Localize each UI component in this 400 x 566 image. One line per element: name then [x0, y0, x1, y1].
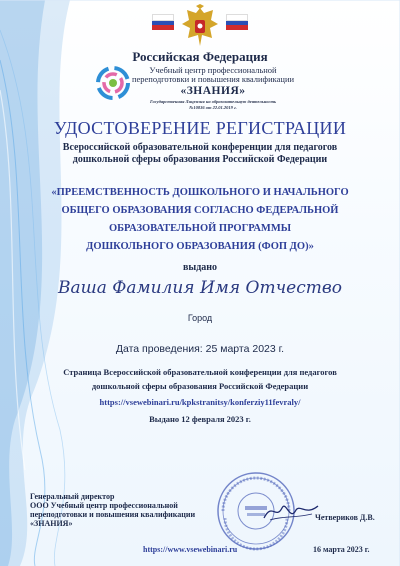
certificate-subtitle: Всероссийской образовательной конференции для педагогов дошкольной сферы образования Российской Федерации [62, 142, 338, 165]
country-name: Российская Федерация [132, 49, 268, 64]
conference-link[interactable]: https://vsewebinari.ru/kpkstranitsy/konferziy11fevraly/ [99, 397, 301, 407]
signature-date: 16 марта 2023 г. [313, 545, 370, 554]
website-link[interactable]: https://www.vsewebinari.ru [143, 545, 238, 554]
event-date: Дата проведения: 25 марта 2023 г. [115, 343, 285, 355]
signature-icon [262, 498, 320, 524]
signer-name: Четвериков Д.В. [315, 513, 375, 522]
recipient-city: Город [187, 313, 213, 323]
conference-name: «ПРЕЕМСТВЕННОСТЬ ДОШКОЛЬНОГО И НАЧАЛЬНОГО ОБЩЕГО ОБРАЗОВАНИЯ СОГЛАСНО ФЕДЕРАЛЬНОЙ ОБРАЗОВАТЕЛЬНОЙ ПРОГРАММЫ ДОШКОЛЬНОГО ОБРАЗОВАНИЯ (ФОП ДО)» [51, 187, 349, 252]
russian-coat-of-arms-icon [178, 4, 222, 50]
russian-flag-icon [226, 14, 248, 28]
issued-date: Выдано 12 февраля 2023 г. [149, 414, 251, 424]
russian-flag-icon [152, 14, 174, 28]
recipient-name: Ваша Фамилия Имя Отчество [57, 278, 343, 298]
license-info: Государственная Лицензия на образовательную деятельность №10836 от 22.01.2019 г. [149, 99, 277, 110]
issued-label: выдано [182, 262, 218, 273]
center-brand-name: «ЗНАНИЯ» [180, 85, 246, 97]
director-block: Генеральный директор ООО Учебный центр профессиональной переподготовки и повышения квалификации «ЗНАНИЯ» [30, 492, 196, 528]
certificate-title: УДОСТОВЕРЕНИЕ РЕГИСТРАЦИИ [53, 118, 347, 138]
training-center-name: Учебный центр профессиональной переподготовки и повышения квалификации [131, 65, 295, 84]
conference-page-note: Страница Всероссийской образовательной конференции для педагогов дошкольной сферы образования Российской Федерации [63, 367, 337, 391]
